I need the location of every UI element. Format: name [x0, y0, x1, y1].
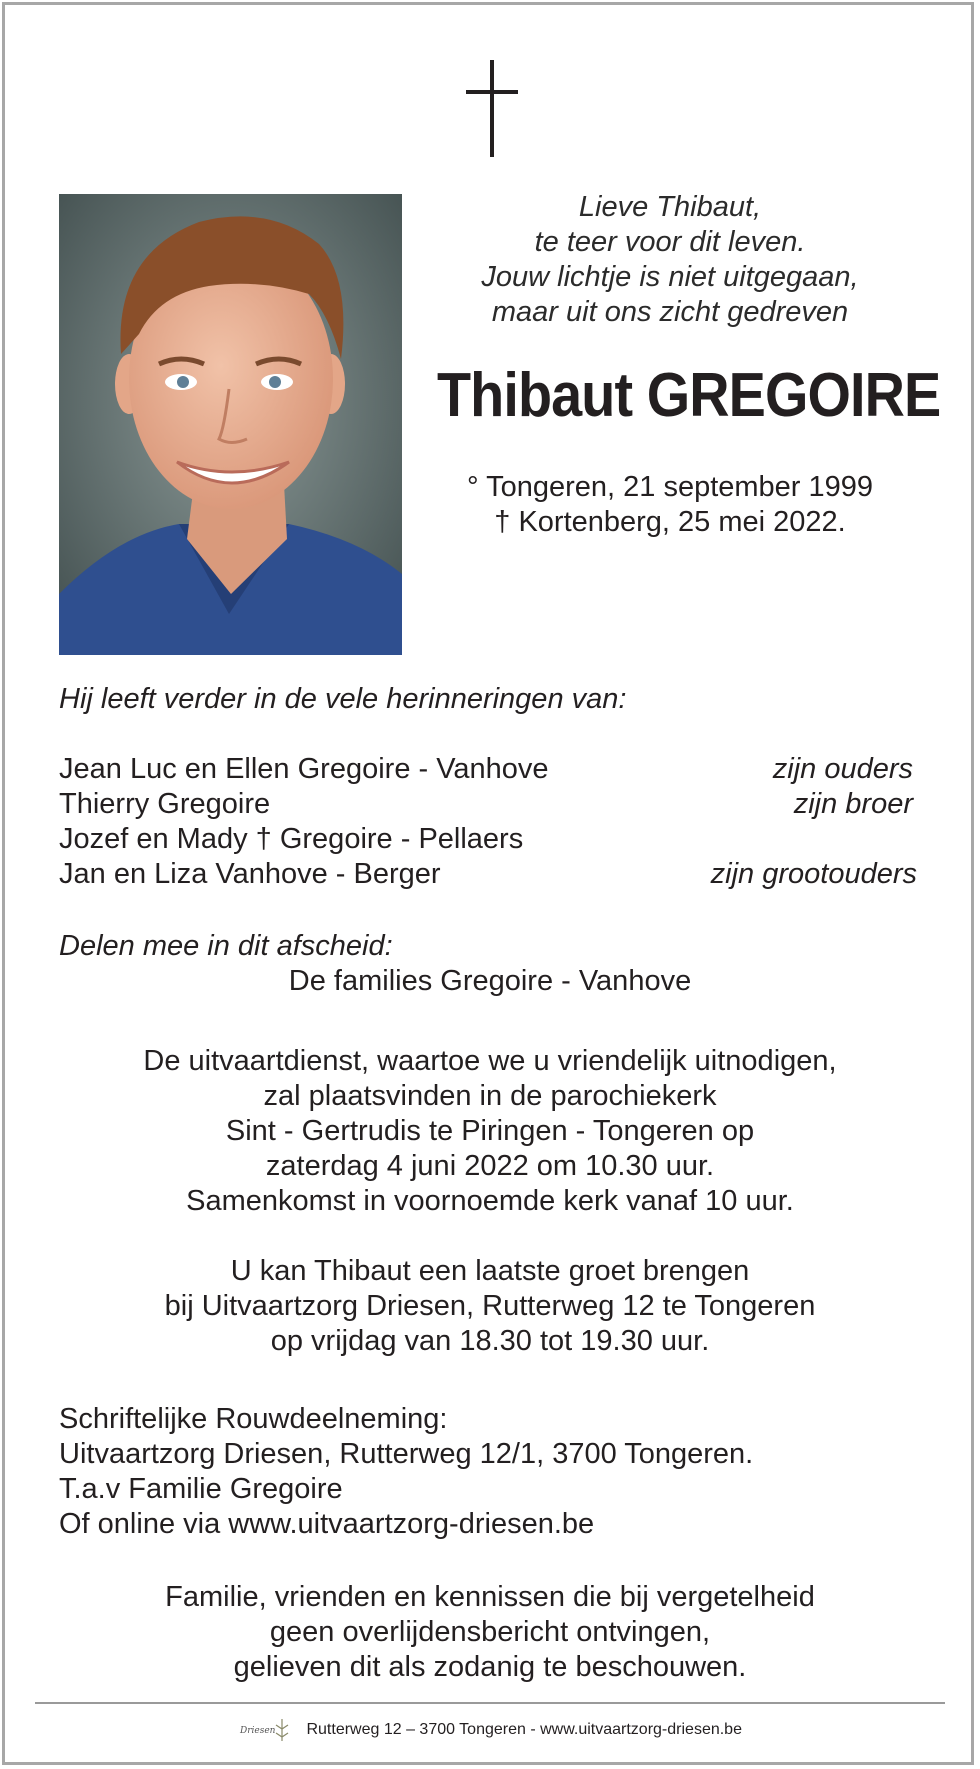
condolence-line: T.a.v Familie Gregoire — [59, 1473, 343, 1505]
footer-address: Rutterweg 12 – 3700 Tongeren - www.uitvaartzorg-driesen.be — [306, 1721, 742, 1738]
footer-divider — [35, 1702, 945, 1704]
family-member: Jozef en Mady † Gregoire - Pellaers — [59, 823, 524, 855]
poem-line: te teer voor dit leven. — [534, 226, 806, 258]
service-line: zal plaatsvinden in de parochiekerk — [263, 1080, 717, 1112]
visit-line: U kan Thibaut een laatste groet brengen — [230, 1255, 750, 1287]
condolence-line: Uitvaartzorg Driesen, Rutterweg 12/1, 3700 Tongeren. — [59, 1438, 754, 1470]
family-member: Jean Luc en Ellen Gregoire - Vanhove — [59, 753, 549, 785]
service-line: Sint - Gertrudis te Piringen - Tongeren op — [225, 1115, 755, 1147]
shared-families: De families Gregoire - Vanhove — [288, 965, 692, 997]
cross-icon — [462, 60, 522, 160]
family-row — [59, 857, 917, 892]
deceased-name: Thibaut GREGOIRE — [437, 361, 941, 430]
poem — [420, 190, 920, 330]
condolence-line: Schriftelijke Rouwdeelneming: — [59, 1403, 448, 1435]
family-relation: zijn grootouders — [710, 858, 917, 890]
notice-line: Familie, vrienden en kennissen die bij vergetelheid — [165, 1581, 815, 1613]
family-row — [59, 787, 914, 822]
family-relation: zijn broer — [793, 788, 913, 820]
service-line: zaterdag 4 juni 2022 om 10.30 uur. — [265, 1150, 715, 1182]
condolence-line: Of online via www.uitvaartzorg-driesen.be — [59, 1508, 595, 1540]
memories-intro: Hij leeft verder in de vele herinneringen van: — [59, 683, 627, 715]
notice-line: gelieven dit als zodanig te beschouwen. — [233, 1651, 747, 1683]
portrait-photo — [59, 194, 402, 655]
notice-line: geen overlijdensbericht ontvingen, — [269, 1616, 711, 1648]
visit-line: op vrijdag van 18.30 tot 19.30 uur. — [270, 1325, 710, 1357]
poem-line: Lieve Thibaut, — [578, 191, 762, 223]
life-dates — [420, 470, 920, 540]
family-relation: zijn ouders — [772, 753, 913, 785]
poem-line: Jouw lichtje is niet uitgegaan, — [481, 261, 859, 293]
death-line: † Kortenberg, 25 mei 2022. — [494, 506, 846, 538]
birth-line: ° Tongeren, 21 september 1999 — [466, 471, 874, 503]
visit-line: bij Uitvaartzorg Driesen, Rutterweg 12 te Tongeren — [164, 1290, 816, 1322]
family-member: Thierry Gregoire — [59, 788, 271, 820]
driesen-logo — [238, 1715, 292, 1745]
service-line: Samenkomst in voornoemde kerk vanaf 10 uur. — [186, 1185, 794, 1217]
footer — [0, 1715, 980, 1745]
poem-line: maar uit ons zicht gedreven — [491, 296, 849, 328]
family-row — [59, 822, 914, 857]
shared-intro: Delen mee in dit afscheid: — [59, 930, 393, 962]
family-row — [59, 752, 914, 787]
service-line: De uitvaartdienst, waartoe we u vriendelijk uitnodigen, — [143, 1045, 837, 1077]
logo-text: Driesen — [240, 1726, 276, 1736]
family-member: Jan en Liza Vanhove - Berger — [59, 858, 441, 890]
